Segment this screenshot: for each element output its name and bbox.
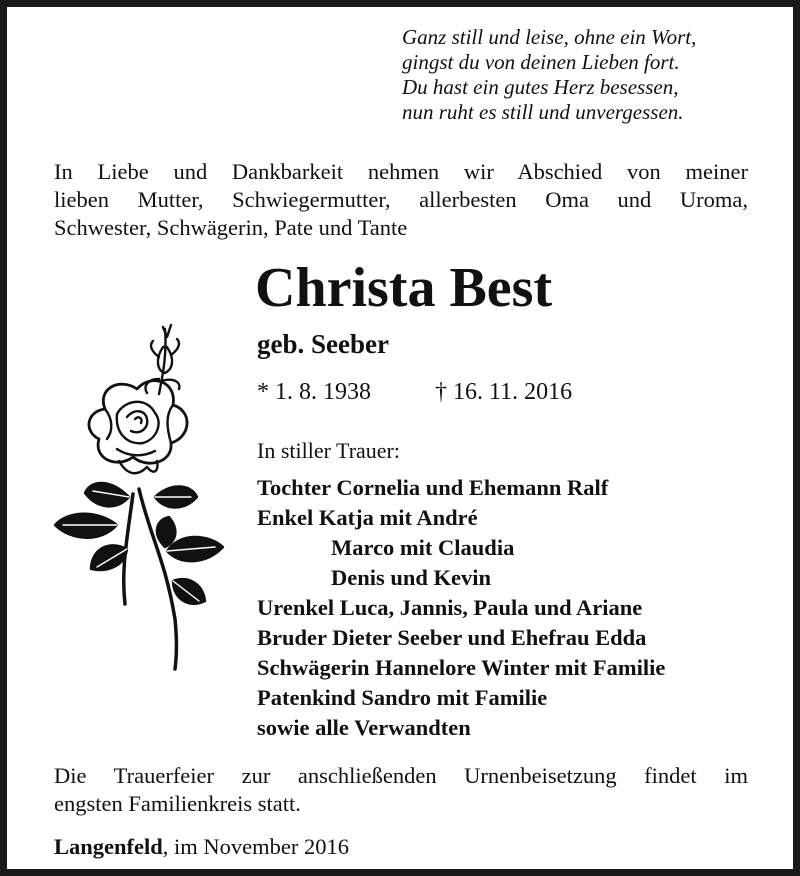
mourner-line: Bruder Dieter Seeber und Ehefrau Edda [257,625,647,650]
mourner-line: Patenkind Sandro mit Familie [257,685,548,710]
funeral-note [54,762,748,818]
poem-line: Du hast ein gutes Herz besessen, [402,75,679,99]
mourner-line: Tochter Cornelia und Ehemann Ralf [257,475,609,500]
mourning-heading: In stiller Trauer: [257,438,400,463]
poem-line: Ganz still und leise, ohne ein Wort, [402,25,697,49]
funeral-line: Die Trauerfeier zur anschließenden Urnenbeisetzung findet im [54,763,748,788]
birth-date: * 1. 8. 1938 [257,379,371,405]
intro-line: Schwester, Schwägerin, Pate und Tante [54,215,408,240]
mourner-line: sowie alle Verwandten [257,715,471,740]
place-date [54,833,349,861]
mourner-line: Enkel Katja mit André [257,505,478,530]
death-date: † 16. 11. 2016 [435,379,573,405]
mourners-list [257,473,665,743]
mourner-line: Urenkel Luca, Jannis, Paula und Ariane [257,595,643,620]
rose-icon [47,319,242,674]
intro-text [54,158,748,242]
poem-verse [402,25,696,125]
poem-line: gingst du von deinen Lieben fort. [402,50,680,74]
intro-line: lieben Mutter, Schwiegermutter, allerbesten Oma und Uroma, [54,187,748,212]
mourner-line: Schwägerin Hannelore Winter mit Familie [257,655,666,680]
place-name: Langenfeld [54,834,163,859]
deceased-name: Christa Best [255,257,553,319]
intro-line: In Liebe und Dankbarkeit nehmen wir Abschied von meiner [54,159,748,184]
mourner-line: Marco mit Claudia [331,535,515,560]
poem-line: nun ruht es still und unvergessen. [402,100,684,124]
funeral-line: engsten Familienkreis statt. [54,791,301,816]
mourner-line: Denis und Kevin [331,565,492,590]
maiden-name: geb. Seeber [257,329,389,359]
life-dates [257,377,573,407]
closing-date: , im November 2016 [162,834,349,859]
